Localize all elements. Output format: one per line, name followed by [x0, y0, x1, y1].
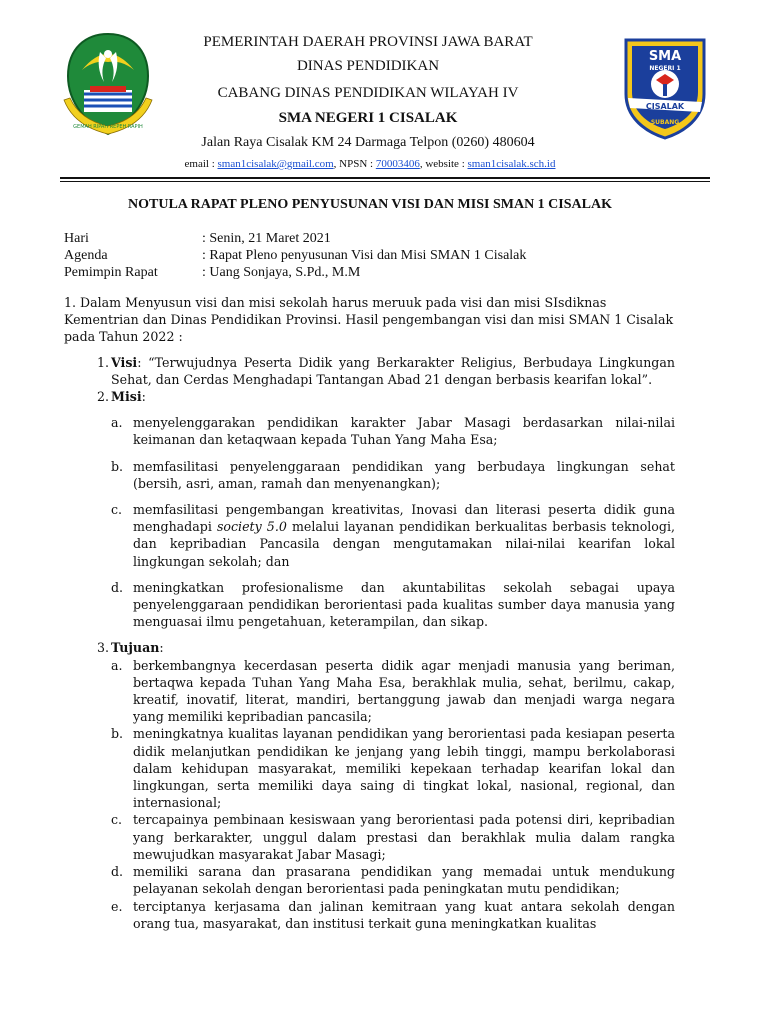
list-letter: b.: [111, 726, 124, 742]
visi-text: : “Terwujudnya Peserta Didik yang Berkarakter Religius, Berbudaya Lingkungan Sehat, dan Cerdas Menghadapi Tantangan Abad 21 dengan berbasis kearifan lokal”.: [111, 354, 675, 387]
letterhead-address: Jalan Raya Cisalak KM 24 Darmaga Telpon (0260) 480604: [201, 135, 535, 150]
info-row-day: [64, 230, 526, 247]
tujuan-item-text: terciptanya kerjasama dan jalinan kemitraan yang kuat antara sekolah dengan orang tua, masyarakat, dan institusi terkait guna meningkatkan kualitas: [133, 898, 675, 931]
info-value: : Uang Sonjaya, S.Pd., M.M: [202, 265, 361, 280]
misi-item-b: [64, 458, 675, 492]
letterhead-divider-thick: [60, 177, 710, 179]
misi-heading: [64, 388, 675, 405]
website-link[interactable]: sman1cisalak.sch.id: [467, 158, 556, 170]
tujuan-item-a: [64, 657, 675, 726]
school-logo-sma: SMA: [648, 49, 682, 64]
letterhead-government: PEMERINTAH DAERAH PROVINSI JAWA BARAT: [203, 34, 533, 50]
letterhead-branch: CABANG DINAS PENDIDIKAN WILAYAH IV: [217, 85, 519, 101]
info-row-leader: [64, 264, 526, 281]
list-number: 2.: [96, 389, 109, 405]
misi-item-text: menyelenggarakan pendidikan karakter Jabar Masagi berdasarkan nilai-nilai keimanan dan ketaqwaan kepada Tuhan Yang Maha Esa;: [133, 415, 675, 448]
emblem-motto: GEMAH RIPAH REPEH RAPIH: [73, 124, 143, 130]
letterhead-school-name: SMA NEGERI 1 CISALAK: [278, 110, 458, 126]
list-number: 1.: [96, 354, 109, 370]
info-key: Agenda: [64, 248, 108, 263]
school-logo-subang: SUBANG: [650, 119, 680, 126]
info-key: Hari: [64, 231, 89, 246]
school-logo-negeri: NEGERI 1: [649, 65, 681, 72]
misi-item-text: melalui layanan pendidikan berkualitas berbasis teknologi, dan kepribadian Pancasila dengan mengutamakan nilai-nilai kearifan lokal lingkungan sekolah; dan: [133, 519, 675, 569]
tujuan-item-e: [64, 898, 675, 932]
email-link[interactable]: sman1cisalak@gmail.com: [217, 158, 334, 170]
document-title: NOTULA RAPAT PLENO PENYUSUNAN VISI DAN MISI SMAN 1 CISALAK: [128, 197, 612, 212]
tujuan-item-text: memiliki sarana dan prasarana pendidikan yang memadai untuk mendukung pelayanan sekolah dengan berorientasi pada peningkatan mutu pendidikan;: [133, 864, 675, 897]
npsn-link[interactable]: 70003406: [375, 158, 420, 170]
visi-label: Visi: [111, 354, 138, 370]
misi-item-text: memfasilitasi penyelenggaraan pendidikan yang berbudaya lingkungan sehat (bersih, asri, aman, ramah dan menyenangkan);: [133, 458, 675, 491]
tujuan-item-text: berkembangnya kecerdasan peserta didik agar menjadi manusia yang beriman, bertaqwa kepada Tuhan Yang Maha Esa, berakhlak mulia, sehat, berilmu, cakap, kreatif, inovatif, literat, mandiri, bertanggung jawab dan menjadi warga negara yang memiliki kepribadian pancasila;: [133, 657, 675, 725]
misi-item-text: memfasilitasi pengembangan kreativitas, Inovasi dan literasi peserta didik guna menghadapi: [133, 502, 675, 535]
tujuan-item-d: [64, 863, 675, 897]
list-letter: b.: [111, 458, 124, 474]
document-body: [64, 294, 675, 932]
info-key: Pemimpin Rapat: [64, 265, 158, 280]
tujuan-item-c: [64, 811, 675, 863]
tujuan-item-text: tercapainya pembinaan kesiswaan yang berorientasi pada potensi diri, kepribadian yang berkarakter, unggul dalam prestasi dan berakhlak mulia dalam rangka mewujudkan masyarakat Jabar Masagi;: [133, 812, 675, 862]
info-value: : Senin, 21 Maret 2021: [202, 231, 331, 246]
info-value: : Rapat Pleno penyusunan Visi dan Misi SMAN 1 Cisalak: [202, 248, 527, 263]
list-letter: a.: [111, 415, 123, 431]
tujuan-item-b: [64, 725, 675, 811]
list-letter: d.: [111, 579, 124, 595]
list-letter: d.: [111, 864, 124, 880]
visi-item: [64, 354, 675, 388]
email-label: email :: [184, 158, 218, 170]
meeting-info: [64, 230, 526, 281]
misi-item-a: [64, 414, 675, 448]
school-logo-cisalak: CISALAK: [645, 102, 685, 111]
tujuan-label: Tujuan: [111, 640, 160, 656]
tujuan-item-text: meningkatnya kualitas layanan pendidikan yang berorientasi pada kesiapan peserta didik melanjutkan pendidikan ke jenjang yang lebih tinggi, mampu berkolaborasi dalam kehidupan masyarakat, memiliki kepekaan terhadap kearifan lokal dan lingkungan, serta memiliki daya saing di tingkat lokal, nasional, regional, dan internasional;: [133, 726, 675, 811]
misi-item-text: meningkatkan profesionalisme dan akuntabilitas sekolah sebagai upaya penyelenggaraan pendidikan berorientasi pada kualitas sumber daya manusia yang menguasai ilmu pengetahuan, keterampilan, dan sikap.: [133, 579, 675, 630]
misi-item-italic: society 5.0: [216, 519, 287, 535]
npsn-label: , NPSN :: [333, 158, 376, 170]
west-java-emblem-logo: [60, 30, 156, 138]
misi-item-d: [64, 579, 675, 631]
list-letter: c.: [111, 502, 123, 518]
list-letter: e.: [111, 898, 123, 914]
tujuan-suffix: :: [159, 640, 164, 656]
school-logo: [620, 34, 710, 142]
misi-suffix: :: [141, 389, 146, 405]
tujuan-heading: [64, 639, 675, 656]
list-letter: a.: [111, 657, 123, 673]
info-row-agenda: [64, 247, 526, 264]
website-label: , website :: [419, 158, 468, 170]
intro-paragraph: 1. Dalam Menyusun visi dan misi sekolah harus meruuk pada visi dan misi SIsdiknas Kementrian dan Dinas Pendidikan Provinsi. Hasil pengembangan visi dan misi SMAN 1 Cisalak pada Tahun 2022 :: [64, 295, 674, 345]
list-letter: c.: [111, 812, 123, 828]
misi-label: Misi: [111, 389, 142, 405]
letterhead-divider-thin: [60, 181, 710, 182]
letterhead: [0, 0, 768, 185]
letterhead-contact: [185, 158, 556, 170]
letterhead-office: DINAS PENDIDIKAN: [296, 58, 440, 74]
misi-item-c: [64, 501, 675, 570]
list-number: 3.: [96, 640, 109, 656]
